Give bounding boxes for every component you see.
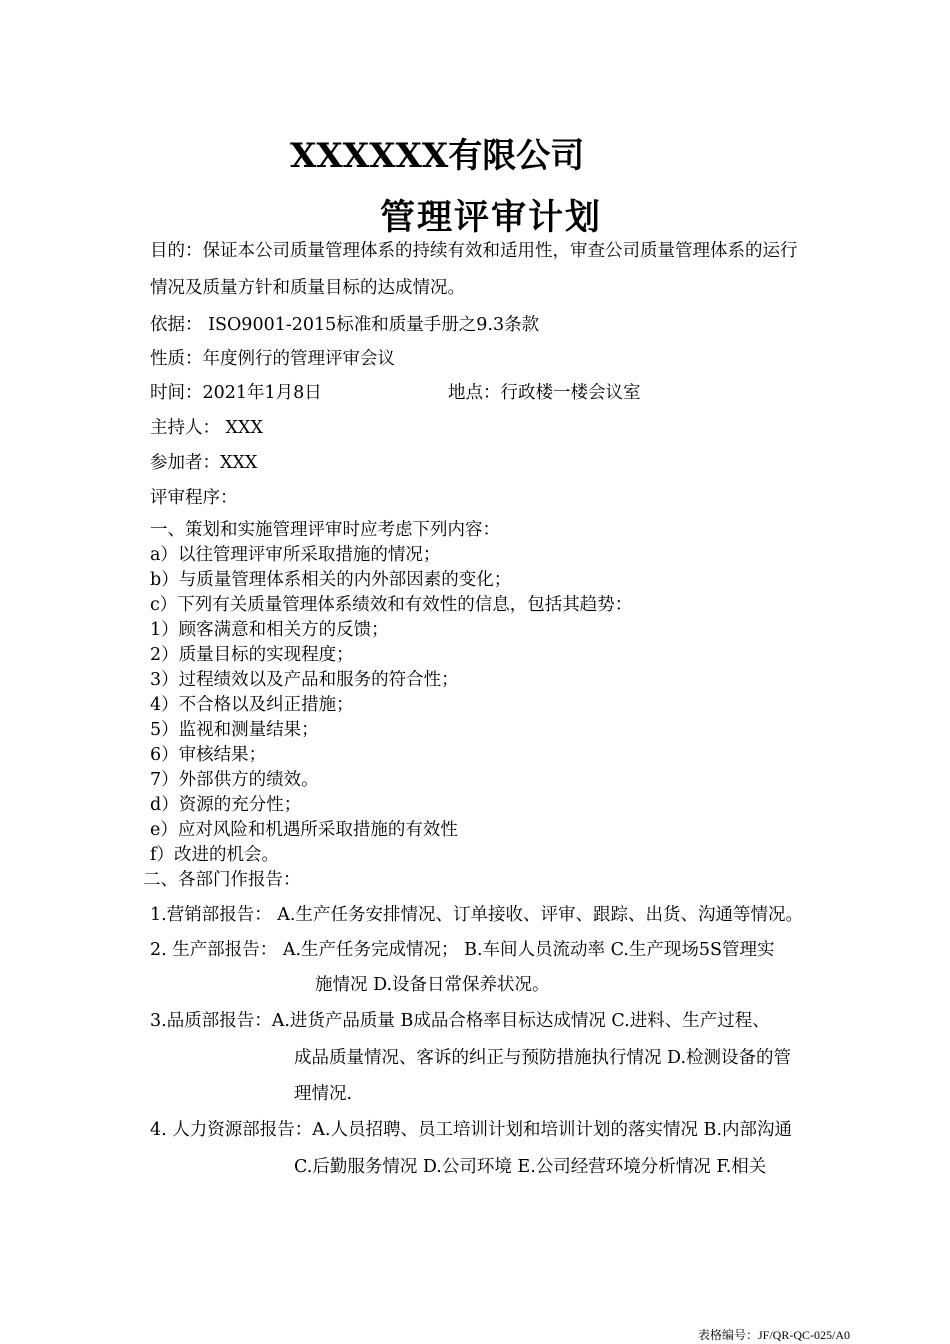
list-item: 2）质量目标的实现程度； (150, 645, 354, 665)
list-item: e）应对风险和机遇所采取措施的有效性 (150, 820, 458, 840)
nature-line: 性质：年度例行的管理评审会议 (150, 349, 395, 369)
list-item: 6）审核结果； (150, 745, 267, 765)
host-line: 主持人： XXX (150, 418, 263, 438)
attendees-line: 参加者：XXX (150, 453, 258, 473)
section2-heading: 二、各部门作报告： (143, 870, 301, 890)
document-title: 管理评审计划 (380, 197, 603, 238)
report-marketing-line-1: 1.营销部报告： A.生产任务安排情况、订单接收、评审、跟踪、出货、沟通等情况。 (150, 905, 803, 925)
list-item: a）以往管理评审所采取措施的情况； (150, 545, 441, 565)
list-item: d）资源的充分性； (150, 795, 302, 815)
report-quality-line-1: 3.品质部报告：A.进货产品质量 B成品合格率目标达成情况 C.进料、生产过程、 (150, 1011, 770, 1031)
list-item: 4）不合格以及纠正措施； (150, 695, 354, 715)
purpose-line-1: 目的：保证本公司质量管理体系的持续有效和适用性，审查公司质量管理体系的运行 (150, 241, 798, 261)
report-hr-line-1: 4. 人力资源部报告：A.人员招聘、员工培训计划和培训计划的落实情况 B.内部沟通 (150, 1120, 792, 1140)
list-item: b）与质量管理体系相关的内外部因素的变化； (150, 570, 512, 590)
report-production-line-1: 2. 生产部报告： A.生产任务完成情况； B.车间人员流动率 C.生产现场5S管理实 (150, 940, 775, 960)
list-item: 1）顾客满意和相关方的反馈； (150, 620, 389, 640)
basis-line: 依据： ISO9001-2015标准和质量手册之9.3条款 (150, 315, 540, 335)
list-item: 5）监视和测量结果； (150, 720, 319, 740)
report-hr-line-2: C.后勤服务情况 D.公司环境 E.公司经营环境分析情况 F.相关 (294, 1157, 767, 1177)
report-quality-line-3: 理情况. (294, 1084, 353, 1104)
list-item: 3）过程绩效以及产品和服务的符合性； (150, 670, 459, 690)
time-line: 时间：2021年1月8日 (150, 383, 322, 403)
company-name: XXXXXX有限公司 (290, 136, 585, 176)
list-item: 7）外部供方的绩效。 (150, 770, 319, 790)
form-number: 表格编号：JF/QR-QC-025/A0 (697, 1328, 850, 1342)
report-quality-line-2: 成品质量情况、客诉的纠正与预防措施执行情况 D.检测设备的管 (294, 1048, 792, 1068)
list-item: f）改进的机会。 (150, 845, 279, 865)
procedure-label: 评审程序： (150, 488, 238, 508)
section1-heading: 一、策划和实施管理评审时应考虑下列内容： (150, 520, 500, 540)
location-line: 地点：行政楼一楼会议室 (448, 383, 641, 403)
list-item: c）下列有关质量管理体系绩效和有效性的信息，包括其趋势： (150, 595, 633, 615)
report-production-line-2: 施情况 D.设备日常保养状况。 (315, 975, 550, 995)
purpose-line-2: 情况及质量方针和质量目标的达成情况。 (150, 278, 465, 298)
